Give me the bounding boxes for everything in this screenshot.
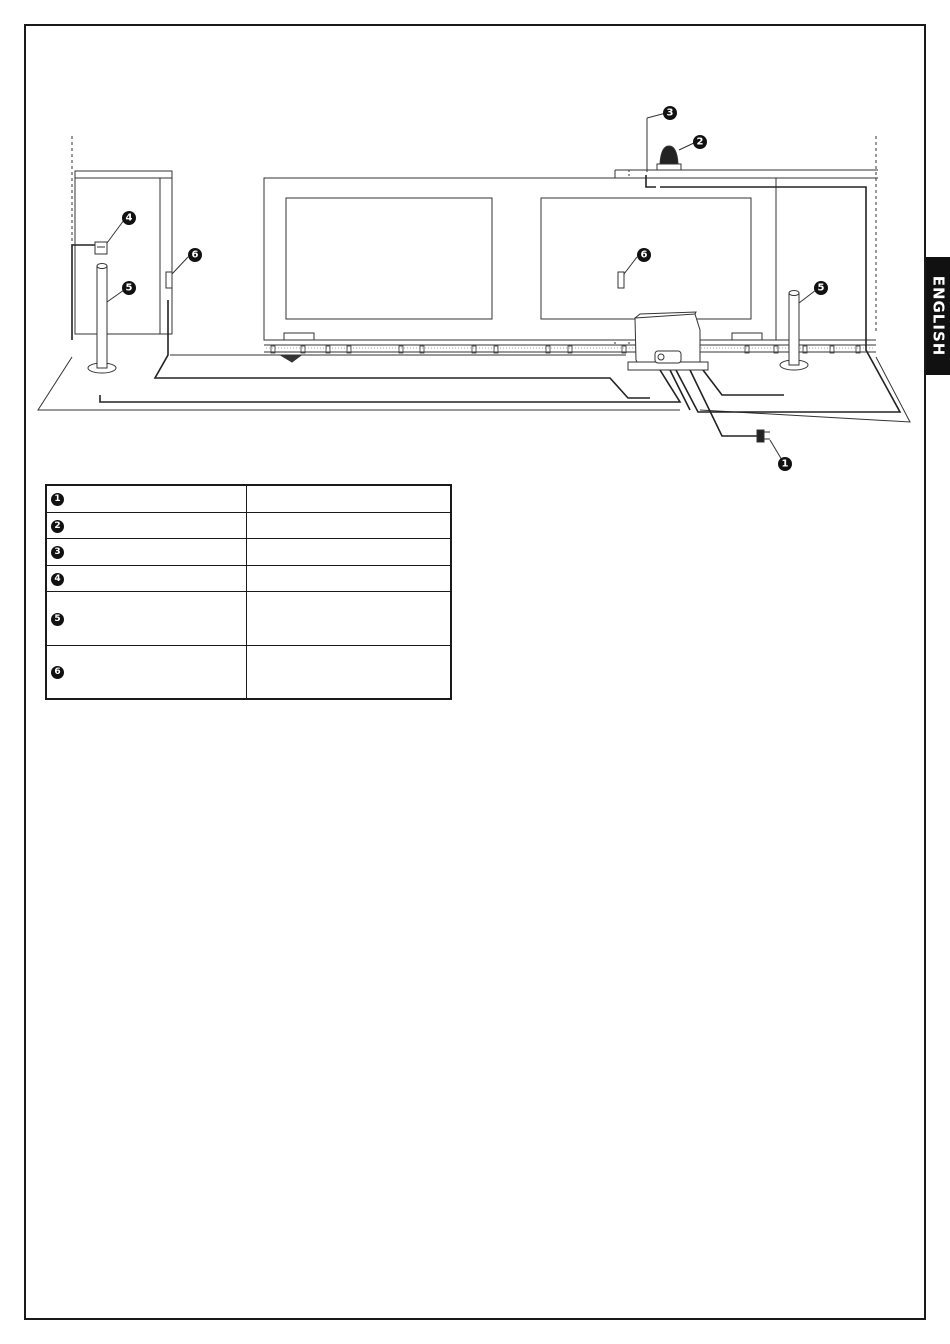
legend-name-cell <box>46 645 247 699</box>
language-tab-label: ENGLISH <box>929 275 948 357</box>
svg-text:2: 2 <box>696 136 704 148</box>
svg-text:6: 6 <box>191 249 199 261</box>
right-photocell-column <box>780 291 808 371</box>
gate-installation-diagram <box>0 0 950 480</box>
left-photocell <box>166 272 172 288</box>
number-badge: 6 <box>51 666 64 679</box>
left-pillar <box>75 171 172 334</box>
component-legend-table <box>45 484 452 700</box>
legend-desc-cell <box>247 645 451 699</box>
legend-name-cell <box>46 512 247 538</box>
legend-name-cell <box>46 538 247 565</box>
legend-row <box>46 591 451 645</box>
callout-6-right <box>637 248 651 262</box>
callout-2 <box>693 135 707 149</box>
key-selector <box>95 242 107 254</box>
svg-text:6: 6 <box>640 249 648 261</box>
legend-desc-cell <box>247 512 451 538</box>
callout-5-left <box>122 281 136 295</box>
flashing-light <box>657 146 681 170</box>
legend-row <box>46 645 451 699</box>
right-photocell <box>618 272 624 288</box>
number-badge: 4 <box>51 573 64 586</box>
number-badge: 3 <box>51 546 64 559</box>
number-badge: 2 <box>51 520 64 533</box>
svg-text:5: 5 <box>125 282 133 294</box>
legend-row <box>46 485 451 512</box>
number-badge: 5 <box>51 613 64 626</box>
svg-text:3: 3 <box>666 107 674 119</box>
power-plug <box>757 430 770 442</box>
svg-text:1: 1 <box>781 458 789 470</box>
callout-3 <box>663 106 677 120</box>
callout-1 <box>778 457 792 471</box>
legend-row <box>46 512 451 538</box>
legend-desc-cell <box>247 538 451 565</box>
sliding-gate <box>264 178 876 352</box>
number-badge: 1 <box>51 493 64 506</box>
svg-text:4: 4 <box>125 212 133 224</box>
callout-5-right <box>814 281 828 295</box>
svg-text:5: 5 <box>817 282 825 294</box>
legend-row <box>46 565 451 591</box>
callout-6-left <box>188 248 202 262</box>
legend-desc-cell <box>247 591 451 645</box>
legend-name-cell <box>46 565 247 591</box>
legend-name-cell <box>46 591 247 645</box>
legend-row <box>46 538 451 565</box>
legend-name-cell <box>46 485 247 512</box>
legend-desc-cell <box>247 565 451 591</box>
callout-4 <box>122 211 136 225</box>
gearmotor <box>628 312 708 370</box>
legend-desc-cell <box>247 485 451 512</box>
